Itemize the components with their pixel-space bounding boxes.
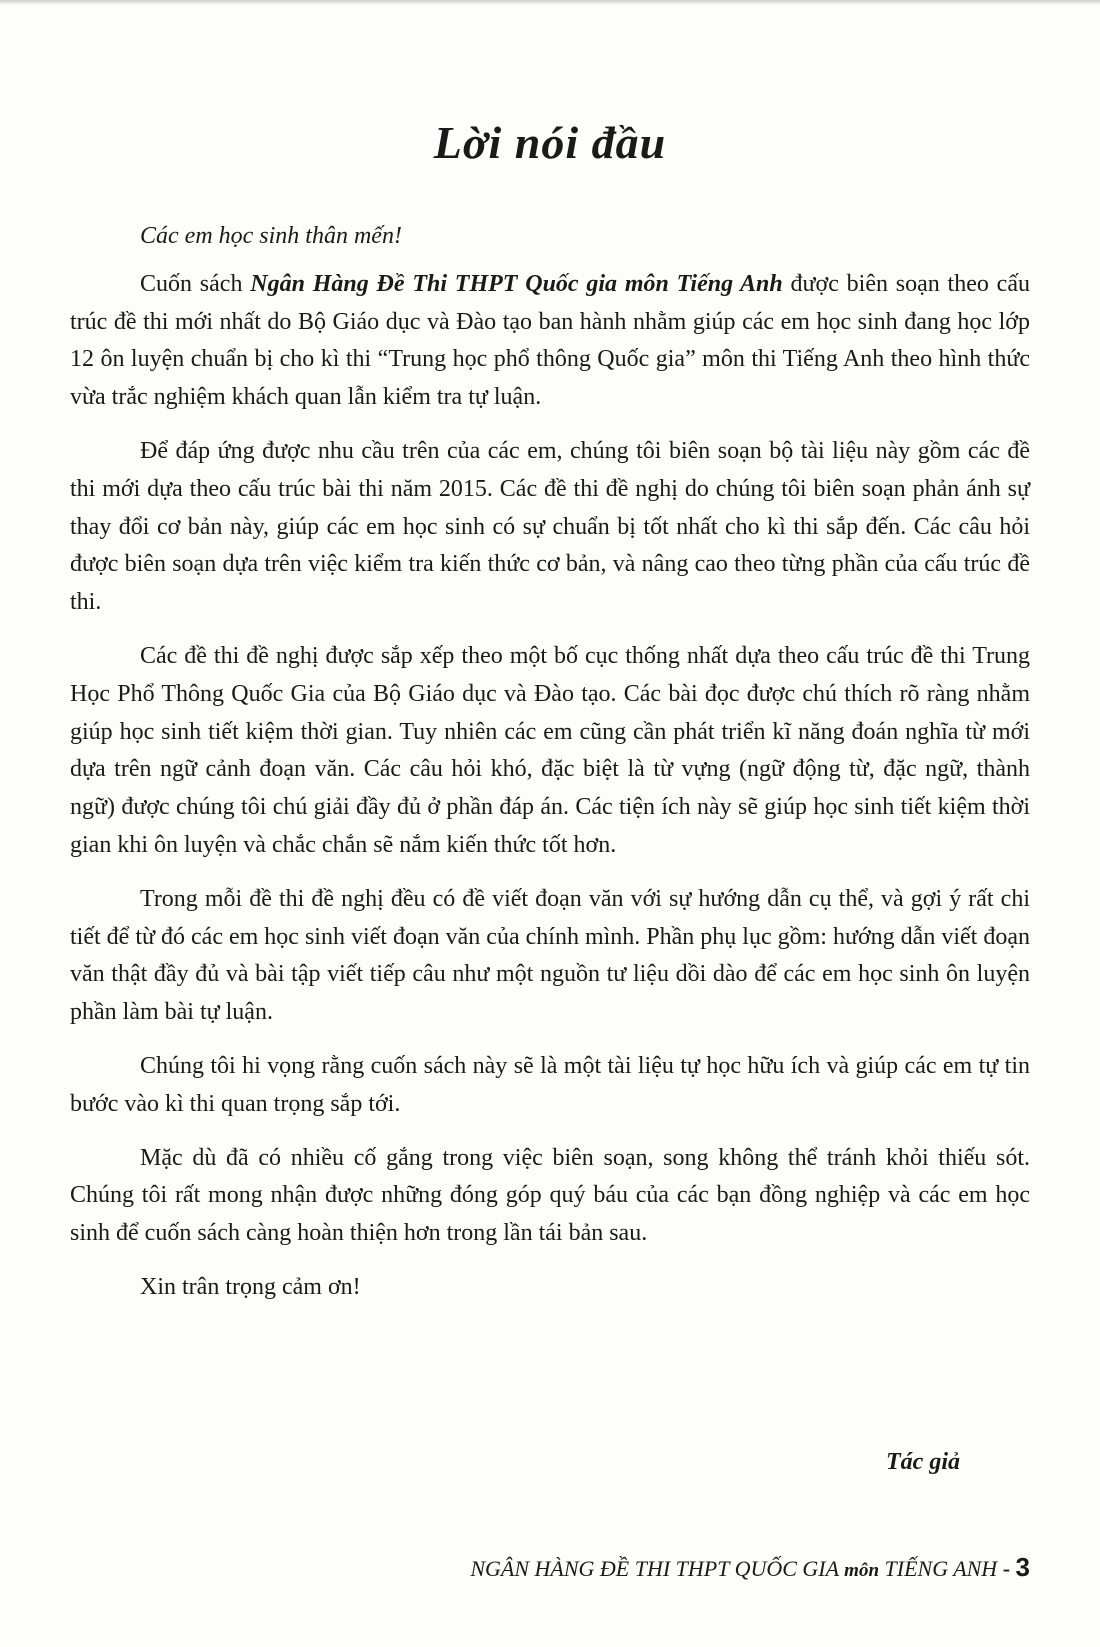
paragraph-4: Trong mỗi đề thi đề nghị đều có đề viết đoạn văn với sự hướng dẫn cụ thể, và gợi ý rất chi tiết để từ đó các em học sinh viết đoạn văn của chính mình. Phần phụ lục gồm: hướng dẫn viết đoạn văn thật đầy đủ và bài tập viết tiếp câu như một nguồn tư liệu dồi dào để các em học sinh ôn luyện phần làm bài tự luận.: [70, 885, 1030, 1026]
paragraph-5: Chúng tôi hi vọng rằng cuốn sách này sẽ là một tài liệu tự học hữu ích và giúp các em tự tin bước vào kì thi quan trọng sắp tới.: [70, 1052, 1030, 1117]
page-number: 3: [1015, 1552, 1030, 1582]
paragraph-3: Các đề thi đề nghị được sắp xếp theo một bố cục thống nhất dựa theo cấu trúc đề thi Trung Học Phổ Thông Quốc Gia của Bộ Giáo dục và Đào tạo. Các bài đọc được chú thích rõ ràng nhằm giúp học sinh tiết kiệm thời gian. Tuy nhiên các em cũng cần phát triển kĩ năng đoán nghĩa từ mới dựa trên ngữ cảnh đoạn văn. Các câu hỏi khó, đặc biệt là từ vựng (ngữ động từ, đặc ngữ, thành ngữ) được chúng tôi chú giải đầy đủ ở phần đáp án. Các tiện ích này sẽ giúp học sinh tiết kiệm thời gian khi ôn luyện và chắc chắn sẽ nắm kiến thức tốt hơn.: [70, 642, 1030, 858]
footer-book-title-right: TIẾNG ANH: [879, 1556, 1003, 1581]
book-title: Ngân Hàng Đề Thi THPT Quốc gia môn Tiếng Anh: [250, 270, 783, 297]
paragraph-1: [70, 266, 1030, 417]
closing-line: Xin trân trọng cảm ơn!: [140, 1273, 361, 1300]
preface-body: [70, 218, 1030, 1307]
paragraph-1-rest: được biên soạn theo cấu trúc đề thi mới nhất do Bộ Giáo dục và Đào tạo ban hành nhằm giúp các em học sinh đang học lớp 12 ôn luyện chuẩn bị cho kì thi “Trung học phổ thông Quốc gia” môn thi Tiếng Anh theo hình thức vừa trắc nghiệm khách quan lẫn kiểm tra tự luận.: [70, 270, 1030, 411]
author-signature: Tác giả: [886, 1449, 960, 1475]
page-title: Lời nói đầu: [433, 117, 667, 168]
greeting: Các em học sinh thân mến!: [140, 223, 402, 249]
paragraph-6: Mặc dù đã có nhiều cố gắng trong việc biên soạn, song không thể tránh khỏi thiếu sót. Chúng tôi rất mong nhận được những đóng góp quý báu của các bạn đồng nghiệp và các em học sinh để cuốn sách càng hoàn thiện hơn trong lần tái bản sau.: [70, 1144, 1030, 1247]
footer-book-title-left: NGÂN HÀNG ĐỀ THI THPT QUỐC GIA: [470, 1556, 845, 1581]
paragraph-1-lead: Cuốn sách: [140, 270, 251, 297]
page-top-edge: [0, 0, 1100, 5]
footer-mon: môn: [844, 1560, 880, 1581]
page-footer: [470, 1552, 1030, 1583]
footer-dash: -: [1002, 1556, 1011, 1581]
paragraph-2: Để đáp ứng được nhu cầu trên của các em, chúng tôi biên soạn bộ tài liệu này gồm các đề thi mới dựa theo cấu trúc bài thi năm 2015. Các đề thi đề nghị do chúng tôi biên soạn phản ánh sự thay đổi cơ bản này, giúp các em học sinh có sự chuẩn bị tốt nhất cho kì thi sắp đến. Các câu hỏi được biên soạn dựa trên việc kiểm tra kiến thức cơ bản, và nâng cao theo từng phần của cấu trúc đề thi.: [70, 437, 1030, 616]
